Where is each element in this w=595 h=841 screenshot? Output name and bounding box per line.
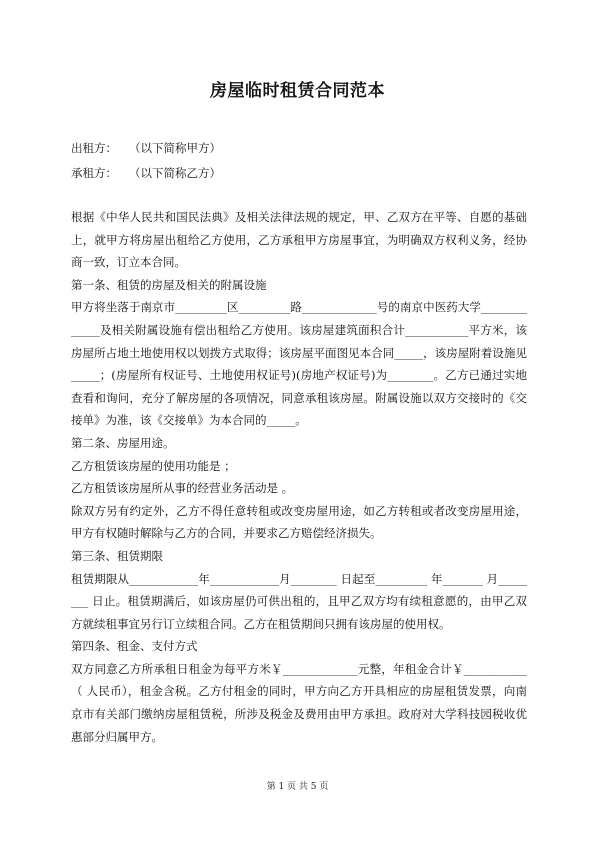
article-2-use: 乙方租赁该房屋的使用功能是 ； bbox=[71, 458, 236, 473]
article-4-text: 双方同意乙方所承租日租金为每平方米￥_____________元整，年租金合计￥___________（ 人民币），租金含税。乙方付租金的同时，甲方向乙方开具相应的房屋租赁发票，向南京市有关部门缴纳房屋租赁税，所涉及税金及费用由甲方承担。政府对大学科技园税收优惠部分归属甲方。 bbox=[71, 661, 527, 744]
lessor-line bbox=[71, 140, 221, 156]
contract-body bbox=[71, 206, 527, 748]
lessee-line bbox=[71, 165, 221, 181]
article-4-heading: 第四条、租金、支付方式 bbox=[71, 639, 198, 654]
lessee-label: 承租方： bbox=[71, 166, 117, 180]
article-3-text: 租赁期限从____________年____________月________ 日起至_________ 年_______ 月________ 日止。租赁期满后，如该房屋仍可供出租的，且甲乙双方均有续租意愿的，由甲乙双方就续租事宜另行订立续租合同。乙方在租赁期间只拥有该房屋的使用权。 bbox=[71, 571, 527, 631]
article-2-heading: 第二条、房屋用途。 bbox=[71, 435, 175, 450]
page-footer: 第 1 页 共 5 页 bbox=[266, 782, 329, 792]
article-2-business: 乙方租赁该房屋所从事的经营业务活动是 。 bbox=[71, 481, 294, 496]
lessor-label: 出租方： bbox=[71, 141, 117, 155]
article-1-text: 甲方将坐落于南京市_________区_________路_____________号的南京中医药大学_____________及相关附属设施有偿出租给乙方使用。该房屋建筑面积合计___________平方米，该房屋所占地土地使用权以划拨方式取得；该房屋平面图见本合同_____，该房屋附着设施见_____；(房屋所有权证号、土地使用权证号)(房地产权证号)为________。乙方已通过实地查看和询问，充分了解房屋的各项情况，同意承租该房屋。附属设施以双方交接时的《交接单》为准，该《交接单》为本合同的_____。 bbox=[71, 300, 527, 428]
lessee-note: （以下简称乙方） bbox=[129, 166, 221, 180]
article-2-restriction: 除双方另有约定外，乙方不得任意转租或改变房屋用途，如乙方转租或者改变房屋用途，甲方有权随时解除与乙方的合同，并要求乙方赔偿经济损失。 bbox=[71, 503, 527, 541]
lessor-note: （以下简称甲方） bbox=[129, 141, 221, 155]
article-3-heading: 第三条、租赁期限 bbox=[71, 548, 163, 563]
article-1-heading: 第一条、租赁的房屋及相关的附属设施 bbox=[71, 277, 267, 292]
document-title: 房屋临时租赁合同范本 bbox=[210, 81, 385, 101]
preamble-paragraph: 根据《中华人民共和国民法典》及相关法律法规的规定，甲、乙双方在平等、自愿的基础上，就甲方将房屋出租给乙方使用，乙方承租甲方房屋事宜，为明确双方权利义务，经协商一致，订立本合同。 bbox=[71, 210, 527, 270]
